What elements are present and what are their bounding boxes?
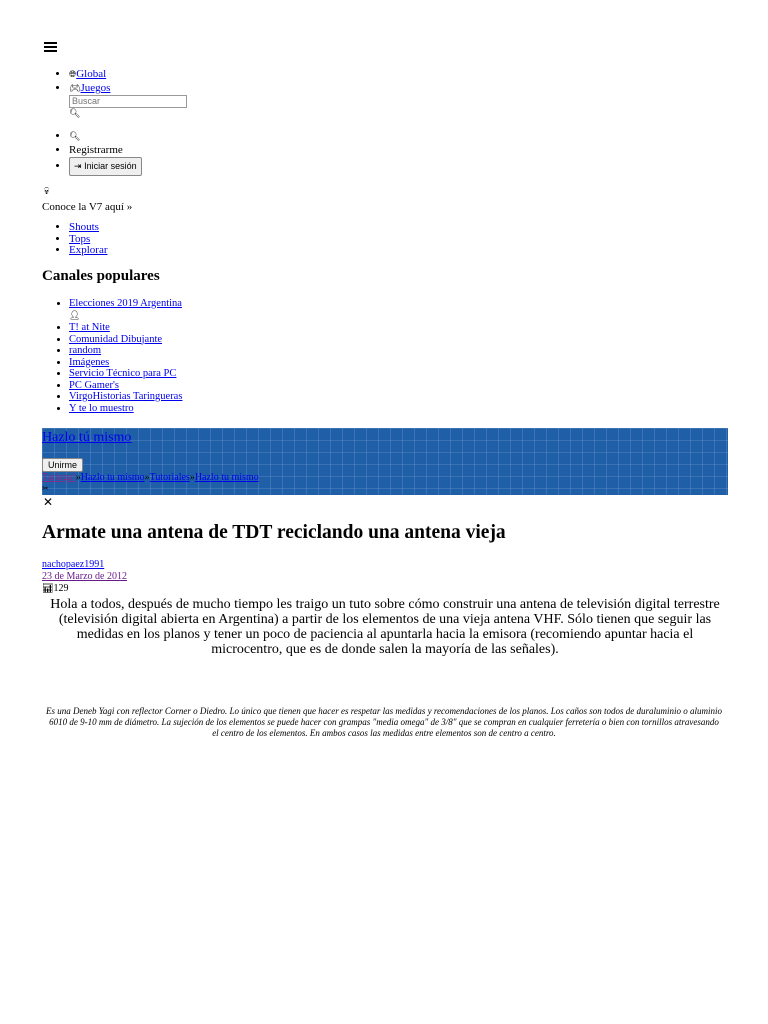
views-count bbox=[42, 583, 68, 594]
close-icon[interactable]: ✕ bbox=[43, 495, 54, 509]
gamepad-icon: 🎮︎ bbox=[69, 84, 81, 94]
channel-item[interactable] bbox=[69, 357, 302, 369]
nav-item-search[interactable] bbox=[69, 130, 342, 143]
secnav-link[interactable]: Shouts bbox=[69, 221, 99, 233]
channel-link[interactable]: PC Gamer's bbox=[69, 379, 120, 391]
image-caption: Es una Deneb Yagi con reflector Corner o Diedro. Lo único que tienen que hacer es respetar las medidas y recomendaciones de los planos. Los caños son todos de duraluminio o aluminio 6010 de 9-10 mm de diámetro. La sujeción de los elementos se puede hacer con grampas "media omega" de 3/8" que se compran en cualquier ferretería o bien con tornillos atravesando el centro de los elementos. En ambos casos las medidas entre elementos son de centro a centro. bbox=[46, 706, 723, 738]
secnav-link[interactable]: Tops bbox=[69, 232, 91, 245]
post-date[interactable]: 23 de Marzo de 2012 bbox=[42, 571, 127, 582]
post-meta bbox=[42, 559, 127, 595]
channel-link[interactable]: Elecciones 2019 Argentina bbox=[69, 298, 182, 309]
breadcrumb-item[interactable]: Hazlo tu mismo bbox=[80, 472, 145, 483]
bar-chart-icon: 📊︎ bbox=[42, 584, 54, 594]
author-link[interactable]: nachopaez1991 bbox=[42, 559, 105, 570]
user-icon: 👤︎ bbox=[69, 310, 81, 321]
breadcrumb bbox=[42, 472, 259, 483]
channel-link[interactable]: VirgoHistorias Taringueras bbox=[69, 391, 183, 402]
secnav-link[interactable]: Explorar bbox=[69, 244, 108, 256]
login-label: Iniciar sesión bbox=[84, 161, 137, 171]
login-button[interactable] bbox=[69, 157, 142, 176]
nav-item-global[interactable] bbox=[69, 68, 342, 81]
secondary-navigation bbox=[42, 222, 107, 257]
breadcrumb-separator: » bbox=[189, 472, 195, 483]
post-intro: Hola a todos, después de mucho tiempo les traigo un tuto sobre cómo construir una antena de televisión digital terrestre (televisión digital abierta en Argentina) a partir de los elementos de una vieja antena VHF. Sólo tienen que seguir las medidas en los planos y tener un poco de paciencia al apuntarla hacia la emisora (recomiendo apuntar hacia el microcentro, que es de donde salen la mayoría de las señales). bbox=[50, 597, 720, 657]
channel-item[interactable] bbox=[69, 322, 302, 334]
popular-channels-title: Canales populares bbox=[42, 268, 160, 284]
views-value: 129 bbox=[53, 583, 69, 594]
community-title[interactable]: Hazlo tú mismo bbox=[42, 430, 132, 445]
channel-item[interactable] bbox=[69, 334, 302, 346]
search-icon[interactable]: 🔍︎ bbox=[69, 132, 81, 142]
breadcrumb-item[interactable]: Tutoriales bbox=[149, 472, 190, 483]
skull-icon: 💀︎ bbox=[44, 186, 50, 197]
top-navigation bbox=[42, 68, 342, 177]
login-icon: ⇥ bbox=[74, 162, 82, 172]
community-banner bbox=[42, 428, 728, 495]
shuffle-icon[interactable]: ✂ bbox=[42, 484, 49, 493]
channel-link[interactable]: Servicio Técnico para PC bbox=[69, 368, 177, 379]
popular-channels-list bbox=[42, 298, 302, 414]
nav-item-juegos[interactable] bbox=[69, 82, 342, 120]
channel-item[interactable] bbox=[69, 345, 302, 357]
breadcrumb-separator: » bbox=[75, 472, 81, 483]
channel-link[interactable]: Imágenes bbox=[69, 356, 110, 368]
post-title: Armate una antena de TDT reciclando una antena vieja bbox=[42, 522, 506, 543]
secnav-item-explorar[interactable] bbox=[69, 245, 107, 257]
nav-link-global[interactable]: Global bbox=[76, 68, 107, 80]
breadcrumb-home[interactable]: Taringa! bbox=[42, 472, 76, 483]
nav-link-juegos[interactable]: Juegos bbox=[80, 82, 111, 94]
channel-item[interactable] bbox=[69, 298, 302, 322]
menu-icon[interactable] bbox=[44, 42, 57, 54]
channel-item[interactable] bbox=[69, 368, 302, 380]
register-link[interactable]: Registrarme bbox=[69, 144, 123, 156]
channel-item[interactable] bbox=[69, 403, 302, 415]
join-button[interactable]: Unirme bbox=[42, 458, 83, 472]
channel-link[interactable]: random bbox=[69, 345, 102, 356]
search-icon[interactable]: 🔍︎ bbox=[69, 109, 81, 119]
channel-link[interactable]: Comunidad Dibujante bbox=[69, 333, 163, 345]
nav-item-register[interactable] bbox=[69, 144, 342, 156]
channel-item[interactable] bbox=[69, 380, 302, 392]
channel-item[interactable] bbox=[69, 391, 302, 403]
globe-icon: 🌐︎ bbox=[69, 70, 77, 80]
nav-item-login[interactable] bbox=[69, 157, 342, 176]
channel-link[interactable]: T! at Nite bbox=[69, 322, 110, 333]
v7-promo-link[interactable]: Conoce la V7 aquí » bbox=[42, 201, 133, 213]
breadcrumb-item[interactable]: Hazlo tu mismo bbox=[194, 472, 259, 483]
channel-link[interactable]: Y te lo muestro bbox=[69, 402, 134, 414]
breadcrumb-separator: » bbox=[144, 472, 150, 483]
search-input[interactable] bbox=[69, 95, 187, 108]
